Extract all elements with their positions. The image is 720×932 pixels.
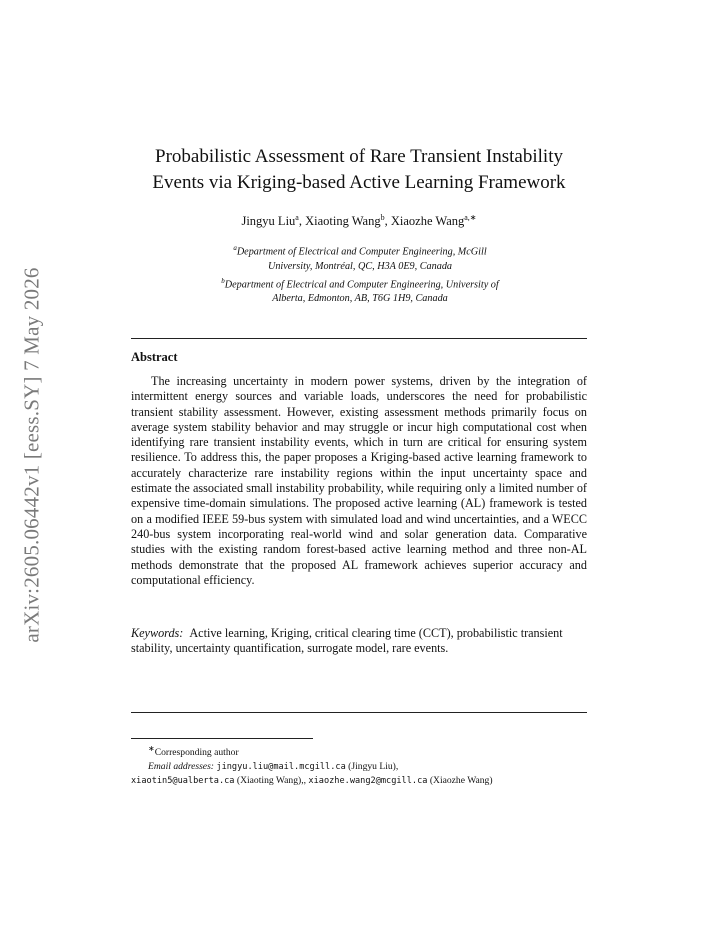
author-list: Jingyu Liu$^a$, Xiaoting Wang$^b$, Xiaozhe Wang$^{a,∗}$ xyxy=(241,213,477,229)
author-name: Jingyu Liu xyxy=(241,214,296,229)
affiliation-a-cont: University, Montréal, QC, H3A 0E9, Canada xyxy=(267,260,453,272)
affiliation-text: Department of Electrical and Computer Engineering, McGill xyxy=(236,246,487,258)
affiliation-mark: b xyxy=(221,276,225,285)
affiliation-text: Department of Electrical and Computer Engineering, University of xyxy=(224,279,499,291)
keywords xyxy=(131,626,587,657)
abstract-bottom-rule xyxy=(131,712,587,713)
footnote-rule xyxy=(131,738,313,739)
affiliation-mark: a xyxy=(233,244,237,252)
email-link[interactable]: xiaotin5@ualberta.ca xyxy=(131,776,235,787)
email-link[interactable]: xiaozhe.wang2@mcgill.ca xyxy=(308,776,428,787)
affiliation-b-cont: Alberta, Edmonton, AB, T6G 1H9, Canada xyxy=(272,293,448,305)
author-name: Xiaozhe Wang xyxy=(390,214,465,229)
keywords-text: Active learning, Kriging, critical clearing time (CCT), probabilistic transient stability, uncertainty quantification, surrogate model, rare events. xyxy=(131,626,563,656)
author-name: Xiaoting Wang xyxy=(305,214,381,229)
abstract-heading: Abstract xyxy=(131,350,178,364)
email-owner: (Jingyu Liu), xyxy=(348,760,399,772)
abstract-body: The increasing uncertainty in modern power systems, driven by the integration of intermittent energy sources and variable loads, underscores the need for probabilistic transient stability assessment. However, existing assessment methods primarily focus on average system stability behavior and may struggle or incur high computational cost when identifying rare transient instability events, which in turn are critical for ensuring system resilience. To address this, the paper proposes a Kriging-based active learning framework to accurately characterize rare instability regions within the input uncertainty space and estimate the associated small instability probability, while requiring only a limited number of expensive time-domain simulations. The proposed active learning (AL) framework is tested on a modified IEEE 59-bus system with simulated load and wind uncertainties, and a WECC 240-bus system incorporating real-world wind and solar generation data. Comparative studies with the existing random forest-based active learning method and three non-AL methods demonstrate that the proposed AL framework achieves superior accuracy and computational efficiency. xyxy=(131,374,587,587)
author-affiliation-mark: a xyxy=(295,213,299,222)
keywords-label: Keywords: xyxy=(131,626,184,640)
footnote-mark: ∗ xyxy=(148,744,155,753)
affiliation-a xyxy=(160,241,560,260)
email-label: Email addresses: xyxy=(148,760,214,772)
affiliations xyxy=(160,241,560,307)
email-link[interactable]: jingyu.liu@mail.mcgill.ca xyxy=(216,761,346,772)
email-line-1 xyxy=(131,760,601,775)
title-line-2: Events via Kriging-based Active Learning Framework xyxy=(152,172,566,193)
author-affiliation-mark: b xyxy=(380,213,385,222)
title-line-1: Probabilistic Assessment of Rare Transient Instability xyxy=(155,146,563,167)
corresponding-text: Corresponding author xyxy=(154,747,239,759)
paper-title xyxy=(110,144,608,196)
footnotes xyxy=(131,742,601,789)
author-affiliation-mark: a,∗ xyxy=(464,213,477,222)
abstract-top-rule xyxy=(131,338,587,339)
arxiv-identifier: arXiv:2605.06442v1 [eess.SY] 7 May 2026 xyxy=(19,267,44,643)
corresponding-footnote xyxy=(131,742,601,760)
email-owner: (Xiaozhe Wang) xyxy=(429,775,493,787)
email-owner: (Xiaoting Wang), xyxy=(236,775,304,787)
affiliation-b xyxy=(160,274,560,293)
email-line-2: xiaotin5@ualberta.ca (Xiaoting Wang),, xiaozhe.wang2@mcgill.ca (Xiaozhe Wang) xyxy=(131,775,493,787)
